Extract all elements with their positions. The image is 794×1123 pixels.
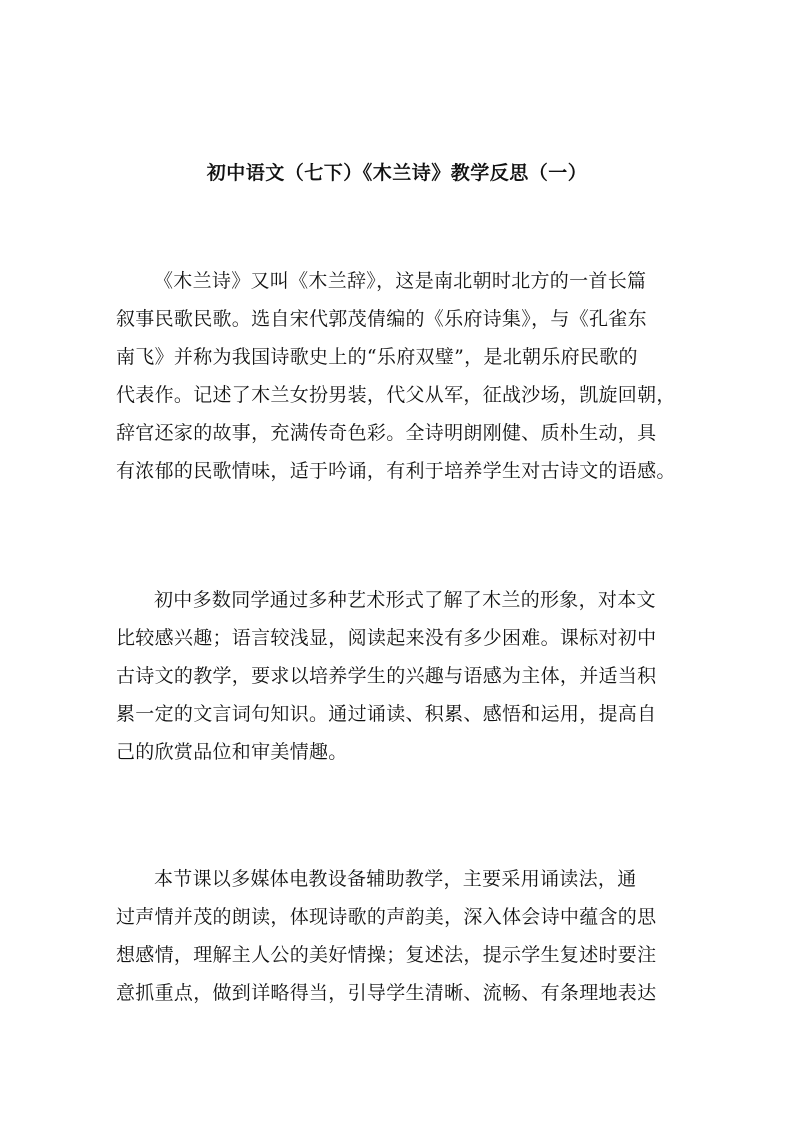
paragraph-line: 古诗文的教学，要求以培养学生的兴趣与语感为主体，并适当积 <box>116 665 657 687</box>
paragraph-line: 比较感兴趣；语言较浅显，阅读起来没有多少困难。课标对初中 <box>116 627 657 649</box>
paragraph-line: 叙事民歌民歌。选自宋代郭茂倩编的《乐府诗集》，与《孔雀东 <box>116 308 647 330</box>
paragraph-line: 初中多数同学通过多种艺术形式了解了木兰的形象，对本文 <box>154 589 656 611</box>
paragraph-line: 代表作。记述了木兰女扮男装，代父从军，征战沙场，凯旋回朝， <box>116 384 676 406</box>
paragraph-line: 南飞》并称为我国诗歌史上的“乐府双璧”，是北朝乐府民歌的 <box>116 346 638 368</box>
paragraph-line: 《木兰诗》又叫《木兰辞》，这是南北朝时北方的一首长篇 <box>154 270 647 292</box>
document-title: 初中语文（七下）《木兰诗》教学反思（一） <box>206 162 588 184</box>
paragraph-line: 辞官还家的故事，充满传奇色彩。全诗明朗刚健、质朴生动，具 <box>116 422 657 444</box>
paragraph-3 <box>116 860 676 1012</box>
paragraph-line: 累一定的文言词句知识。通过诵读、积累、感悟和运用，提高自 <box>116 703 657 725</box>
paragraph-line: 过声情并茂的朗读，体现诗歌的声韵美，深入体会诗中蕴含的思 <box>116 906 657 928</box>
paragraph-line: 意抓重点，做到详略得当，引导学生清晰、流畅、有条理地表达 <box>116 982 657 1004</box>
paragraph-line: 本节课以多媒体电教设备辅助教学，主要采用诵读法，通 <box>154 868 637 890</box>
paragraph-1 <box>116 262 676 490</box>
paragraph-line: 想感情，理解主人公的美好情操；复述法，提示学生复述时要注 <box>116 944 657 966</box>
paragraph-line: 有浓郁的民歌情味，适于吟诵，有利于培养学生对古诗文的语感。 <box>116 460 676 482</box>
paragraph-2 <box>116 581 676 771</box>
paragraph-line: 己的欣赏品位和审美情趣。 <box>116 741 348 763</box>
